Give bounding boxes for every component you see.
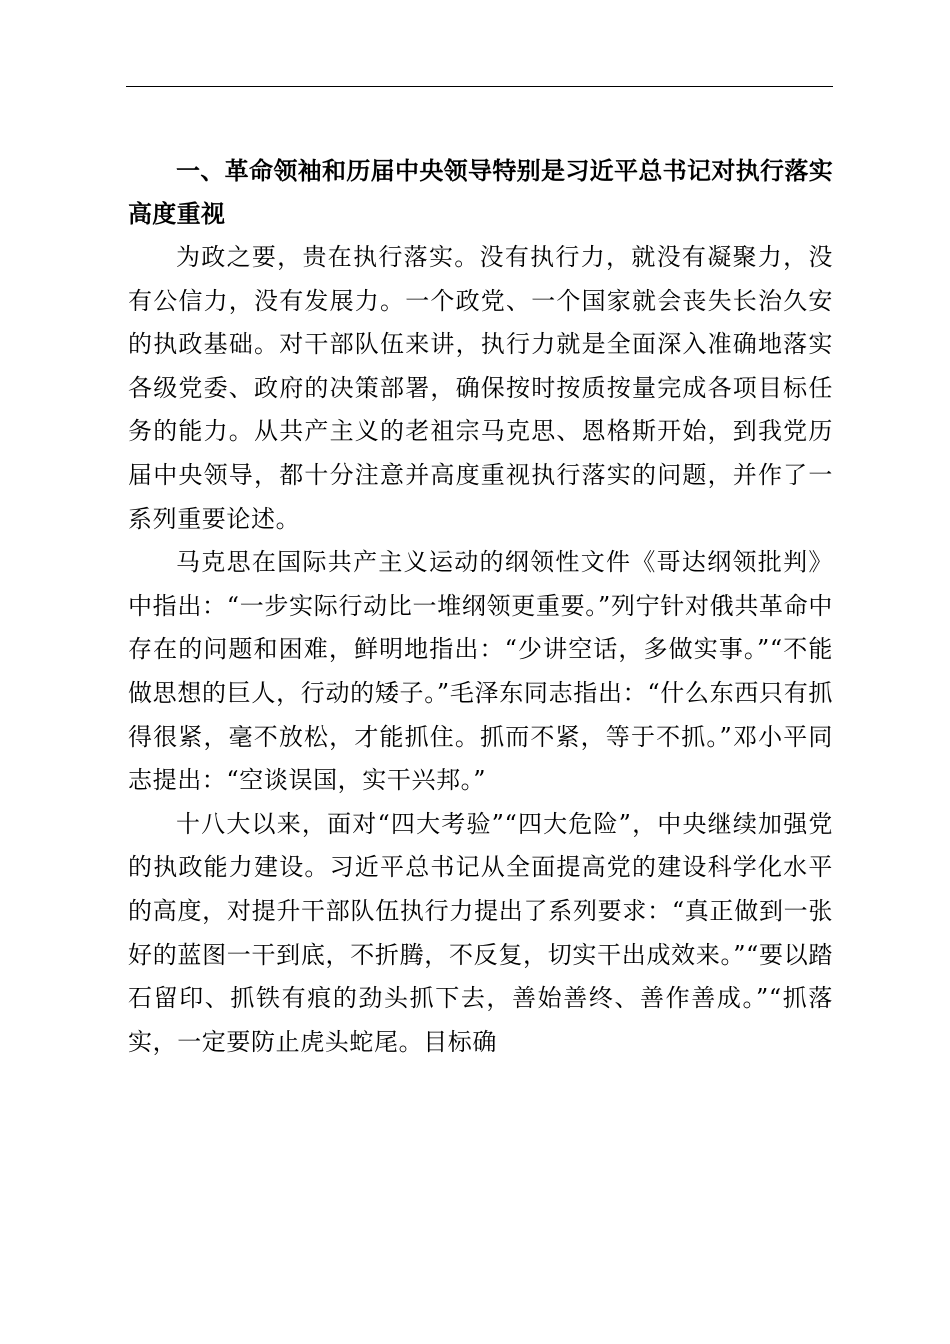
paragraph-2: 马克思在国际共产主义运动的纲领性文件《哥达纲领批判》中指出：“一步实际行动比一堆纲领更重要。”列宁针对俄共革命中存在的问题和困难，鲜明地指出：“少讲空话，多做实事。”“不能做思想的巨人，行动的矮子。”毛泽东同志指出：“什么东西只有抓得很紧，毫不放松，才能抓住。抓而不紧，等于不抓。”邓小平同志提出：“空谈误国，实干兴邦。” (128, 548, 833, 795)
document-body (128, 150, 833, 1064)
header-rule (126, 86, 833, 87)
section-heading: 一、革命领袖和历届中央领导特别是习近平总书记对执行落实高度重视 (128, 157, 833, 228)
paragraph-1: 为政之要，贵在执行落实。没有执行力，就没有凝聚力，没有公信力，没有发展力。一个政党、一个国家就会丧失长治久安的执政基础。对干部队伍来讲，执行力就是全面深入准确地落实各级党委、政府的决策部署，确保按时按质按量完成各项目标任务的能力。从共产主义的老祖宗马克思、恩格斯开始，到我党历届中央领导，都十分注意并高度重视执行落实的问题，并作了一系列重要论述。 (128, 243, 833, 533)
paragraph-3: 十八大以来，面对“四大考验”“四大危险”，中央继续加强党的执政能力建设。习近平总书记从全面提高党的建设科学化水平的高度，对提升干部队伍执行力提出了系列要求：“真正做到一张好的蓝图一干到底，不折腾，不反复，切实干出成效来。”“要以踏石留印、抓铁有痕的劲头抓下去，善始善终、善作善成。”“抓落实，一定要防止虎头蛇尾。目标确 (128, 809, 833, 1056)
